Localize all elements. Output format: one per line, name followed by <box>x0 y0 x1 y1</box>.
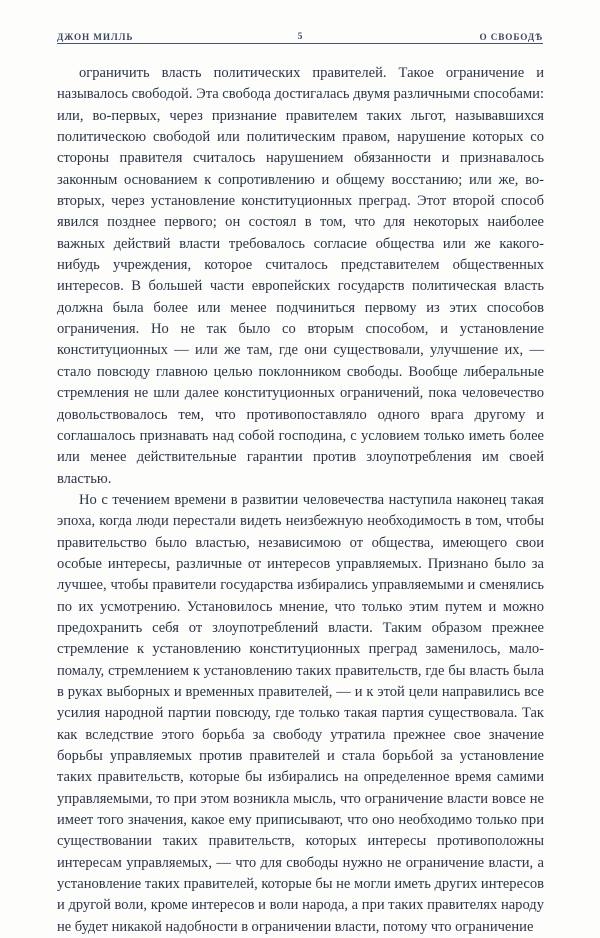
running-head-title: О СВОБОДѢ <box>479 31 543 42</box>
body-text-block <box>57 63 544 938</box>
page-number: 5 <box>297 31 303 43</box>
body-paragraph: ограничить власть политических правителей. Такое ограничение и называлось свободой. Эта свобода достигалась двумя различными способами: или, во-первых, через признание правителем таких льгот, называвшихся политическою свободой или политическим правом, нарушение которых со стороны правителя считалось нарушением обязанности и признавалось законным основанием к сопротивлению и общему восстанию; или же, во-вторых, через установление конституционных преград. Этот второй способ явился позднее первого; он состоял в том, что для некоторых наиболее важных действий власти требовалось согласие общества или же какого-нибудь учреждения, которое считалось представителем общественных интересов. В большей части европейских государств политическая власть должна была более или менее подчиниться первому из этих способов ограничения. Но не так было со вторым способом, и установление конституционных — или же там, где они существовали, улучшение их, — стало повсюду главною целью поклонником свободы. Вообще либеральные стремления не шли далее конституционных ограничений, пока человечество довольствовалось тем, что противопоставляло одного врага другому и соглашалось признавать над собой господина, с условием только иметь более или менее действительные гарантии против злоупотребления им своей властью. <box>57 65 544 487</box>
running-head <box>57 22 543 44</box>
body-paragraph: Но с течением времени в развитии человечества наступила наконец такая эпоха, когда люди перестали видеть неизбежную необходимость в том, чтобы правительство было властью, независимою от общества, имеющего свои особые интересы, различные от интересов управляемых. Признано было за лучшее, чтобы правители государства избирались управляемыми и сменялись по их усмотрению. Установилось мнение, что только этим путем и можно предохранить себя от злоупотреблений власти. Таким образом прежнее стремление к установлению конституционных преград заменилось, мало-помалу, стремлением к установлению таких правительств, где бы власть была в руках выборных и временных правителей, — и к этой цели направились все усилия народной партии повсюду, где только такая партия существовала. Так как вследствие этого борьба за свободу утратила прежнее свое значение борьбы управляемых против правителей и стала борьбой за установление таких правительств, которые бы избирались на определенное время самими управляемыми, то при этом возникла мысль, что ограничение власти вовсе не имеет того значения, какое ему приписывают, что оно необходимо только при существовании таких правительств, которых интересы противоположны интересам управляемых, — что для свободы нужно не ограничение власти, а установление таких правителей, которые бы не могли иметь других интересов и другой воли, кроме интересов и воли народа, а при таких правителях народу не будет никакой надобности в ограничении власти, потому что ограничение <box>57 491 544 935</box>
running-head-author: ДЖОН МИЛЛЬ <box>57 31 134 42</box>
